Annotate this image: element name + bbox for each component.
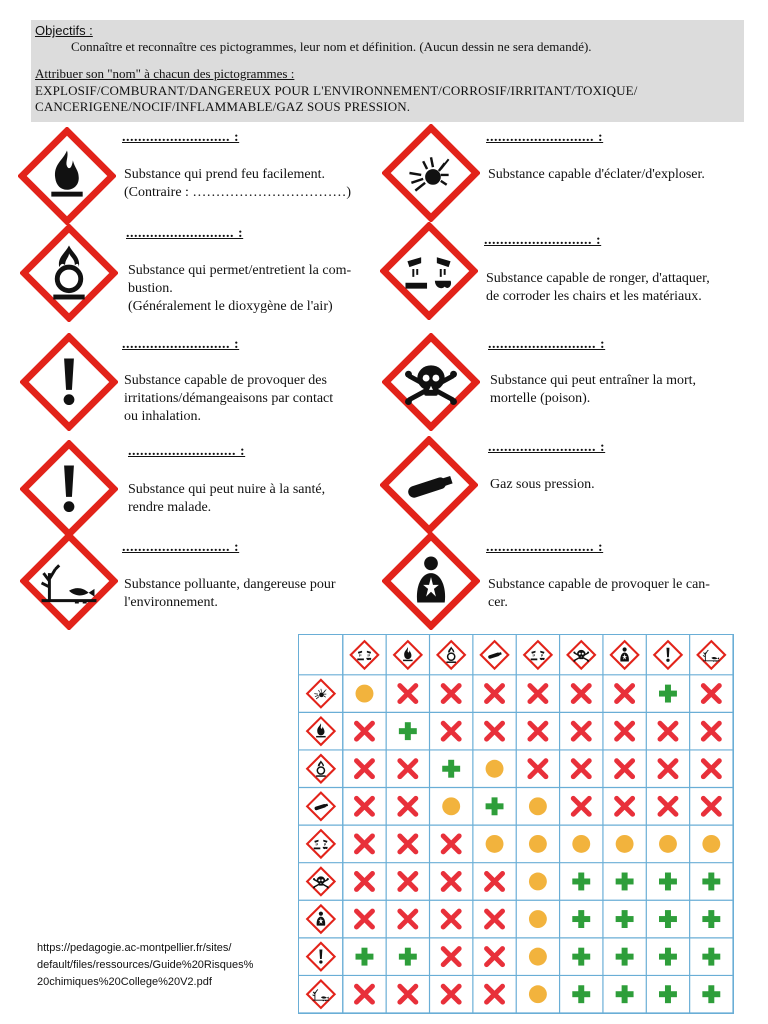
objective-text: Connaître et reconnaître ces pictogrammes, leur nom et définition. (Aucun dessin ne sera demandé). (71, 39, 592, 54)
compatible-mark (702, 948, 720, 966)
incompatible-mark (487, 986, 503, 1002)
incompatible-mark (617, 686, 633, 702)
flame-icon (18, 127, 116, 225)
incompatible-mark (573, 723, 589, 739)
exploding-bomb-icon (307, 680, 334, 707)
incompatible-mark (487, 723, 503, 739)
incompatible-mark (660, 798, 676, 814)
compatible-mark (702, 873, 720, 891)
incompatible-mark (617, 798, 633, 814)
caution-mark (529, 835, 547, 853)
name-blank: ........................... : (126, 226, 244, 241)
pictogram-description: Gaz sous pression. (490, 477, 595, 492)
name-blank: ........................... : (486, 130, 604, 145)
gas-cylinder-icon (307, 793, 334, 820)
compatible-mark (659, 873, 677, 891)
incompatible-mark (703, 723, 719, 739)
compatible-mark (659, 910, 677, 928)
skull-crossbones-icon (307, 868, 334, 895)
incompatible-mark (357, 723, 373, 739)
pictogram-description: Substance polluante, dangereuse pour l'environnement. (124, 577, 336, 610)
compatible-mark (572, 910, 590, 928)
exclamation-mark-icon (20, 440, 118, 538)
incompatible-mark (443, 723, 459, 739)
compatible-mark (616, 948, 634, 966)
pictogram-description: Substance capable de provoquer des irritations/démangeaisons par contact ou inhalation. (124, 373, 334, 424)
corrosion-icon (380, 222, 478, 320)
incompatible-mark (573, 761, 589, 777)
incompatible-mark (443, 686, 459, 702)
environment-icon (20, 532, 118, 630)
incompatible-mark (487, 686, 503, 702)
pictogram-description: Substance qui peut entraîner la mort, mortelle (poison). (490, 373, 697, 406)
compatible-mark (659, 948, 677, 966)
caution-mark (529, 797, 547, 815)
pictogram-description: Substance capable de provoquer le can- cer. (488, 577, 710, 610)
incompatible-mark (660, 723, 676, 739)
incompatible-mark (443, 911, 459, 927)
flame-over-circle-icon (437, 641, 464, 668)
name-blank: ........................... : (488, 440, 606, 455)
compatible-mark (442, 760, 460, 778)
incompatible-mark (357, 798, 373, 814)
pictogram-description: Substance capable de ronger, d'attaquer, de corroder les chairs et les matériaux. (486, 271, 710, 304)
caution-mark (529, 985, 547, 1003)
compatible-mark (616, 985, 634, 1003)
caution-mark (529, 948, 547, 966)
caution-mark (486, 835, 504, 853)
flame-over-circle-icon (307, 755, 334, 782)
compatible-mark (702, 910, 720, 928)
corrosion-icon (351, 641, 378, 668)
incompatible-mark (357, 761, 373, 777)
incompatible-mark (443, 874, 459, 890)
source-url: https://pedagogie.ac-montpellier.fr/sites/ default/files/ressources/Guide%20Risques% 20chimiques%20College%20V2.pdf (37, 942, 254, 988)
pictogram-description: Substance capable d'éclater/d'exploser. (488, 167, 705, 182)
incompatible-mark (660, 761, 676, 777)
health-hazard-icon (307, 905, 334, 932)
corrosion-icon (307, 830, 334, 857)
incompatible-mark (530, 686, 546, 702)
incompatible-mark (573, 686, 589, 702)
compatible-mark (659, 985, 677, 1003)
compatible-mark (572, 873, 590, 891)
pictogram-description: Substance qui prend feu facilement. (Contraire : ……………………………) (124, 167, 352, 200)
health-hazard-icon (382, 532, 480, 630)
incompatible-mark (400, 761, 416, 777)
compatibility-table (298, 634, 734, 1014)
incompatible-mark (487, 949, 503, 965)
caution-mark (529, 910, 547, 928)
incompatible-mark (357, 911, 373, 927)
flame-over-circle-icon (20, 224, 118, 322)
caution-mark (702, 835, 720, 853)
compatible-mark (399, 948, 417, 966)
incompatible-mark (443, 836, 459, 852)
exclamation-mark-icon (20, 333, 118, 431)
incompatible-mark (400, 798, 416, 814)
incompatible-mark (357, 874, 373, 890)
compatible-mark (702, 985, 720, 1003)
exploding-bomb-icon (382, 124, 480, 222)
name-blank: ........................... : (122, 540, 240, 555)
caution-mark (659, 835, 677, 853)
environment-icon (307, 980, 334, 1007)
incompatible-mark (400, 686, 416, 702)
incompatible-mark (400, 836, 416, 852)
incompatible-mark (357, 836, 373, 852)
skull-crossbones-icon (568, 641, 595, 668)
pictogram-names-list: EXPLOSIF/COMBURANT/DANGEREUX POUR L'ENVIRONNEMENT/CORROSIF/IRRITANT/TOXIQUE/ CANCERIGENE/NOCIF/INFLAMMABLE/GAZ SOUS PRESSION. (35, 83, 638, 114)
incompatible-mark (617, 723, 633, 739)
flame-icon (307, 717, 334, 744)
incompatible-mark (530, 723, 546, 739)
exclamation-mark-icon (654, 641, 681, 668)
incompatible-mark (400, 911, 416, 927)
name-blank: ........................... : (484, 233, 602, 248)
incompatible-mark (487, 911, 503, 927)
incompatible-mark (703, 686, 719, 702)
compatible-mark (399, 722, 417, 740)
objectives-box (31, 20, 744, 122)
incompatible-mark (443, 986, 459, 1002)
caution-mark (529, 873, 547, 891)
name-blank: ........................... : (128, 444, 246, 459)
instruction-text: Attribuer son "nom" à chacun des pictogrammes : (35, 66, 295, 81)
incompatible-mark (573, 798, 589, 814)
compatible-mark (572, 985, 590, 1003)
objectives-title: Objectifs : (35, 23, 93, 38)
incompatible-mark (400, 986, 416, 1002)
pictogram-description: Substance qui permet/entretient la com- bustion. (Généralement le dioxygène de l'air) (128, 263, 352, 314)
compatible-mark (659, 685, 677, 703)
compatible-mark (572, 948, 590, 966)
name-blank: ........................... : (488, 337, 606, 352)
flame-icon (394, 641, 421, 668)
corrosion-icon (524, 641, 551, 668)
gas-cylinder-icon (380, 436, 478, 534)
compatible-mark (616, 910, 634, 928)
incompatible-mark (400, 874, 416, 890)
environment-icon (698, 641, 725, 668)
name-blank: ........................... : (486, 540, 604, 555)
pictogram-description: Substance qui peut nuire à la santé, rendre malade. (128, 482, 326, 515)
incompatible-mark (703, 798, 719, 814)
gas-cylinder-icon (481, 641, 508, 668)
health-hazard-icon (611, 641, 638, 668)
name-blank: ........................... : (122, 130, 240, 145)
compatible-mark (616, 873, 634, 891)
caution-mark (486, 760, 504, 778)
caution-mark (616, 835, 634, 853)
name-blank: ........................... : (122, 337, 240, 352)
caution-mark (572, 835, 590, 853)
exclamation-mark-icon (307, 943, 334, 970)
incompatible-mark (617, 761, 633, 777)
caution-mark (356, 685, 374, 703)
skull-crossbones-icon (382, 333, 480, 431)
incompatible-mark (443, 949, 459, 965)
compatible-mark (356, 948, 374, 966)
compatible-mark (486, 797, 504, 815)
incompatible-mark (357, 986, 373, 1002)
incompatible-mark (703, 761, 719, 777)
incompatible-mark (530, 761, 546, 777)
caution-mark (442, 797, 460, 815)
incompatible-mark (487, 874, 503, 890)
